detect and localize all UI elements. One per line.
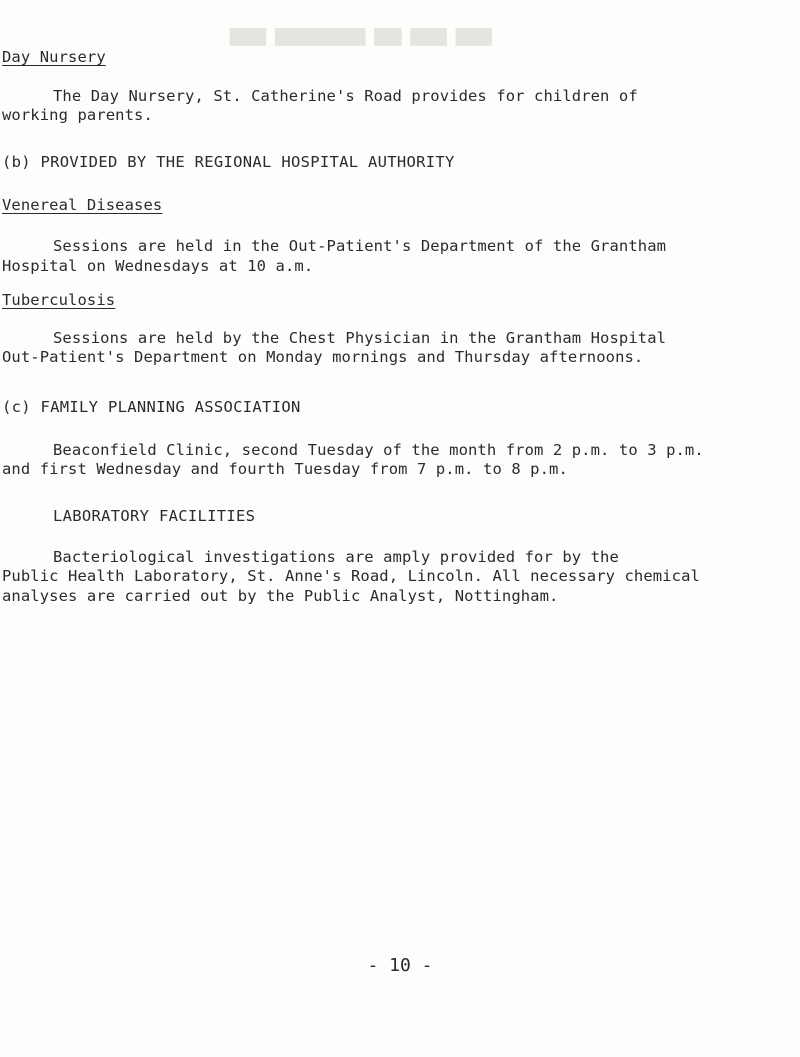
day-nursery-text-line-1: The Day Nursery, St. Catherine's Road provides for children of bbox=[53, 87, 638, 105]
section-b-title: (b) PROVIDED BY THE REGIONAL HOSPITAL AUTHORITY bbox=[2, 153, 455, 171]
venereal-diseases-heading: Venereal Diseases bbox=[2, 196, 163, 214]
laboratory-text-line-1: Bacteriological investigations are amply provided for by the bbox=[53, 548, 619, 566]
day-nursery-text-line-2: working parents. bbox=[2, 106, 153, 124]
family-planning-text-line-1: Beaconfield Clinic, second Tuesday of the month from 2 p.m. to 3 p.m. bbox=[53, 441, 704, 459]
venereal-diseases-text-line-1: Sessions are held in the Out-Patient's Department of the Grantham bbox=[53, 237, 667, 255]
tuberculosis-text-line-1: Sessions are held by the Chest Physician in the Grantham Hospital bbox=[53, 329, 667, 347]
laboratory-text-line-2: Public Health Laboratory, St. Anne's Road, Lincoln. All necessary chemical bbox=[2, 567, 700, 585]
day-nursery-heading: Day Nursery bbox=[2, 48, 106, 66]
tuberculosis-heading: Tuberculosis bbox=[2, 291, 116, 309]
tuberculosis-text-line-2: Out-Patient's Department on Monday mornings and Thursday afternoons. bbox=[2, 348, 644, 366]
laboratory-facilities-title: LABORATORY FACILITIES bbox=[53, 507, 256, 525]
laboratory-text-line-3: analyses are carried out by the Public Analyst, Nottingham. bbox=[2, 587, 559, 605]
section-c-title: (c) FAMILY PLANNING ASSOCIATION bbox=[2, 398, 301, 416]
family-planning-text-line-2: and first Wednesday and fourth Tuesday from 7 p.m. to 8 p.m. bbox=[2, 460, 568, 478]
page-number: - 10 - bbox=[367, 955, 433, 976]
venereal-diseases-text-line-2: Hospital on Wednesdays at 10 a.m. bbox=[2, 257, 314, 275]
show-through-text: ████ ████ ███ ██████████ ████ bbox=[230, 28, 492, 46]
